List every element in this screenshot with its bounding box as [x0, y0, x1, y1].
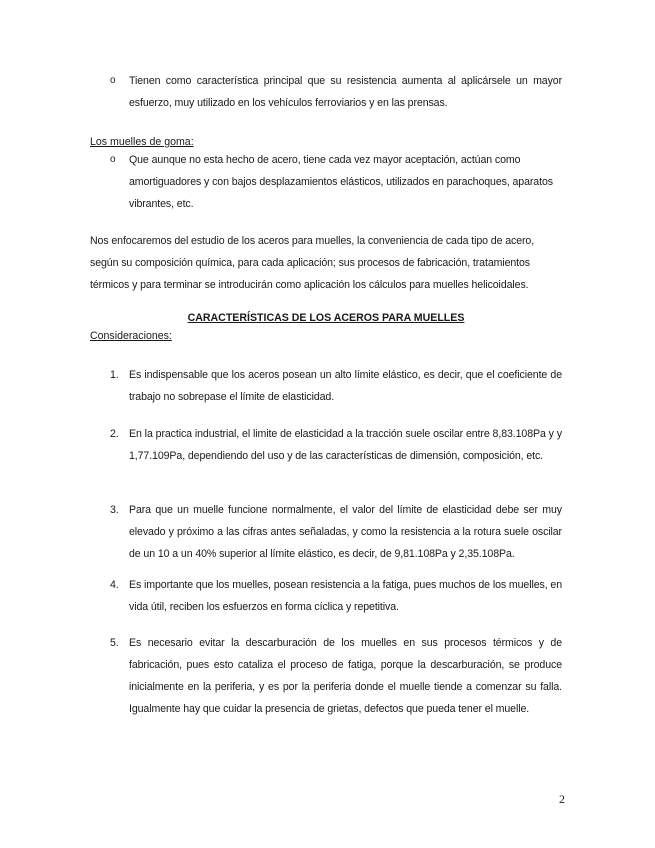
item-text: En la practica industrial, el limite de elasticidad a la tracción suele oscilar entre 8,83.108Pa y y 1,77.109Pa, dependiendo del uso y de las características de dimensión, composición, etc. — [129, 428, 562, 462]
rubber-springs-heading: Los muelles de goma: — [90, 136, 194, 148]
bullet-text: Que aunque no esta hecho de acero, tiene cada vez mayor aceptación, actúan como amortiguadores y con bajos desplazamientos elásticos, utilizados en parachoques, aparatos vibrantes, etc. — [129, 154, 553, 210]
item-number: 5. — [110, 637, 119, 649]
item-number: 2. — [110, 428, 119, 440]
bullet-marker: o — [110, 75, 116, 86]
consideration-item — [110, 632, 562, 720]
consideration-item — [110, 574, 562, 618]
item-text: Es indispensable que los aceros posean un alto límite elástico, es decir, que el coeficiente de trabajo no sobrepase el límite de elasticidad. — [129, 369, 562, 403]
bullet-item — [110, 70, 562, 114]
consideration-item — [110, 423, 562, 467]
page-number: 2 — [559, 792, 565, 806]
section-title-text: CARACTERÍSTICAS DE LOS ACEROS PARA MUELLES — [187, 312, 465, 324]
intro-paragraph: Nos enfocaremos del estudio de los aceros para muelles, la conveniencia de cada tipo de acero, según su composición química, para cada aplicación; sus procesos de fabricación, tratamientos térmicos y para terminar se introducirán como aplicación los cálculos para muelles helicoidales. — [90, 235, 535, 291]
item-number: 4. — [110, 579, 119, 591]
item-text: Es importante que los muelles, posean resistencia a la fatiga, pues muchos de los muelles, en vida útil, reciben los esfuerzos en forma cíclica y repetitiva. — [129, 579, 562, 613]
bullet-text: Tienen como característica principal que su resistencia aumenta al aplicársele un mayor esfuerzo, muy utilizado en los vehículos ferroviarios y en las prensas. — [129, 75, 562, 109]
item-number: 1. — [110, 369, 119, 381]
item-text: Para que un muelle funcione normalmente, el valor del límite de elasticidad debe ser muy elevado y próximo a las cifras antes señaladas, y como la resistencia a la rotura suele oscilar de un 10 a un 40% superior al límite elástico, es decir, de 9,81.108Pa y 2,35.108Pa. — [129, 504, 562, 560]
item-text: Es necesario evitar la descarburación de los muelles en sus procesos térmicos y de fabricación, pues esto cataliza el proceso de fatiga, porque la descarburación, se produce inicialmente en la periferia, y es por la periferia donde el muelle tiende a comenzar su falla. Igualmente hay que cuidar la presencia de grietas, defectos que pueda tener el muelle. — [129, 637, 562, 715]
bullet-item — [110, 149, 562, 215]
consideration-item — [110, 499, 562, 565]
consideration-item — [110, 364, 562, 408]
item-number: 3. — [110, 504, 119, 516]
bullet-marker: o — [110, 154, 116, 165]
considerations-heading: Consideraciones: — [90, 330, 172, 342]
